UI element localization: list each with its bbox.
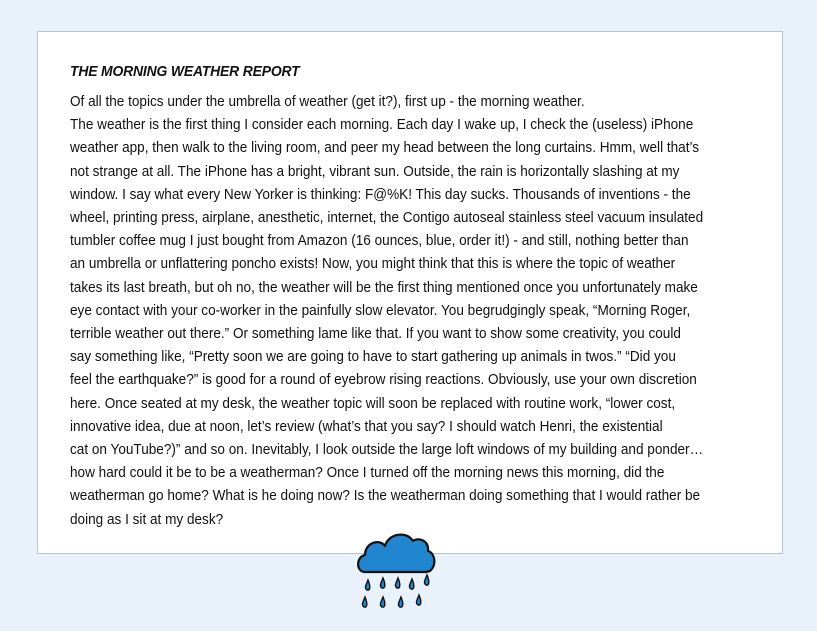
article-line: eye contact with your co-worker in the painfully slow elevator. You begrudgingly speak, “Morning Roger, [70, 301, 691, 319]
article-line: tumbler coffee mug I just bought from Amazon (16 ounces, blue, order it!) - and still, nothing better than [70, 232, 689, 250]
article-line: window. I say what every New Yorker is thinking: F@%K! This day sucks. Thousands of inventions - the [70, 185, 691, 203]
article-line: doing as I sit at my desk? [70, 510, 224, 528]
rain-cloud-illustration [354, 524, 438, 614]
article-line: feel the earthquake?” is good for a round of eyebrow rising reactions. Obviously, use your own discretion [70, 371, 697, 389]
article-title: THE MORNING WEATHER REPORT [70, 63, 300, 80]
article-body [70, 90, 758, 531]
article-line: innovative idea, due at noon, let’s review (what’s that you say? I should watch Henri, the existential [70, 417, 663, 435]
article-line: cat on YouTube?)” and so on. Inevitably, I look outside the large loft windows of my building and ponder… [70, 441, 704, 459]
article-line: not strange at all. The iPhone has a bright, vibrant sun. Outside, the rain is horizontally slashing at my [70, 162, 680, 180]
article-line: say something like, “Pretty soon we are going to have to start gathering up animals in twos.” “Did you [70, 348, 676, 366]
rain-cloud-icon [354, 524, 438, 614]
article-line: Of all the topics under the umbrella of weather (get it?), first up - the morning weather. [70, 93, 585, 110]
article-line: an umbrella or unflattering poncho exists! Now, you might think that this is where the topic of weather [70, 255, 676, 273]
article-line: how hard could it be to be a weatherman? Once I turned off the morning news this morning, did the [70, 464, 665, 482]
article-line: terrible weather out there.” Or something lame like that. If you want to show some creativity, you could [70, 325, 681, 343]
article-line: weatherman go home? What is he doing now? Is the weatherman doing something that I would rather be [70, 487, 701, 505]
article-line: weather app, then walk to the living room, and peer my head between the long curtains. Hmm, well that’s [70, 139, 700, 157]
article-line: takes its last breath, but oh no, the weather will be the first thing mentioned once you unfortunately make [70, 278, 698, 296]
article-line: wheel, printing press, airplane, anesthetic, internet, the Contigo autoseal stainless steel vacuum insulated [70, 209, 704, 227]
article-line: The weather is the first thing I consider each morning. Each day I wake up, I check the (useless) iPhone [70, 116, 694, 134]
article-card [37, 31, 783, 554]
article-line: here. Once seated at my desk, the weather topic will soon be replaced with routine work, “lower cost, [70, 394, 676, 412]
